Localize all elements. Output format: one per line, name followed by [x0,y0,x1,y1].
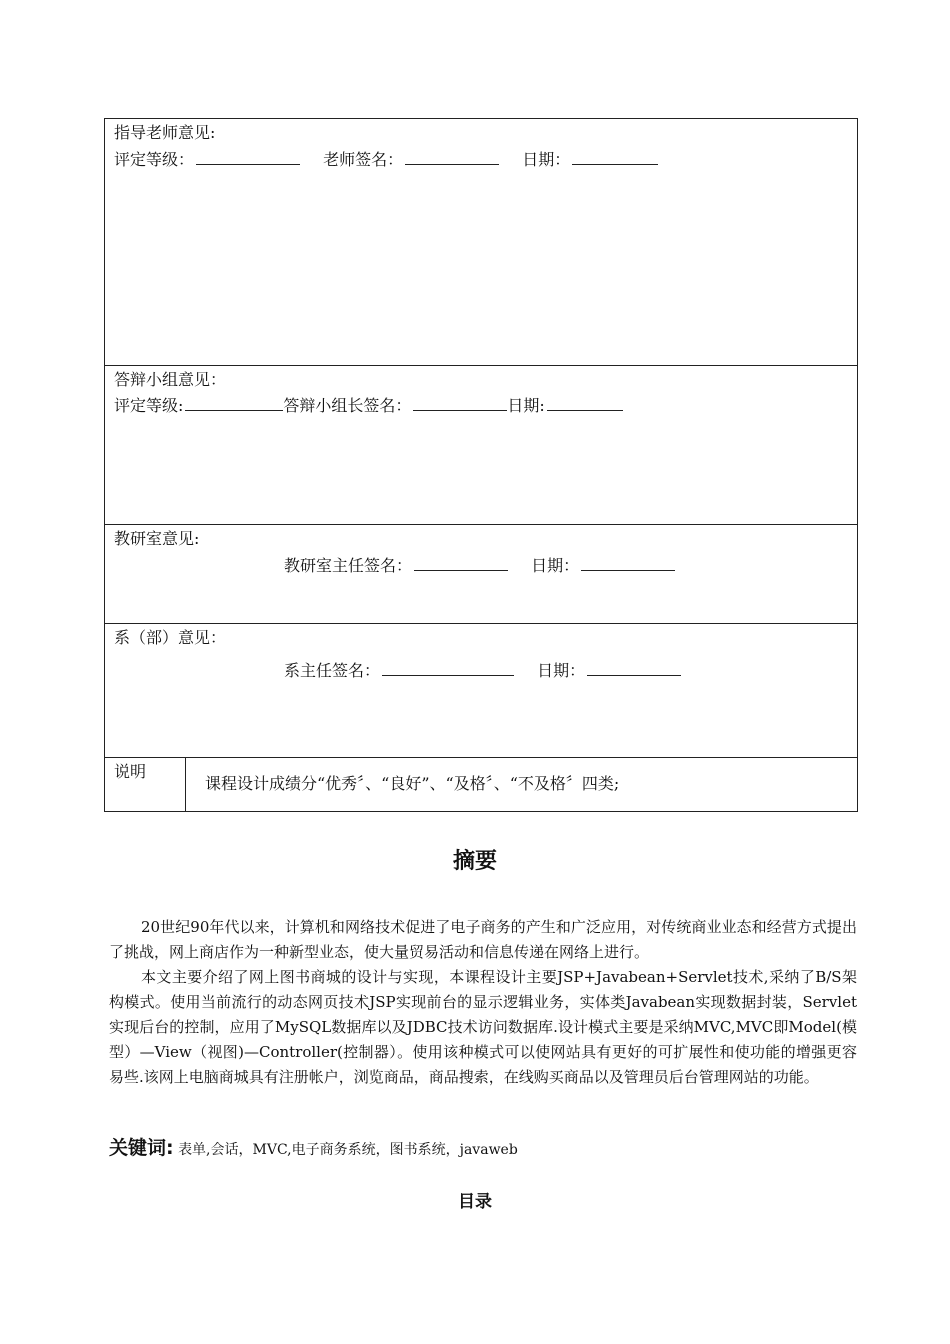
row-divider [105,757,857,758]
advisor-date-label: 日期： [522,150,571,169]
advisor-grade-row [114,148,658,170]
office-sign-row [284,554,675,576]
row-divider [105,623,857,624]
department-sign-row [284,659,681,681]
note-label: 说明 [114,762,147,781]
advisor-sign-field[interactable] [405,148,499,165]
defense-sign-field[interactable] [413,394,507,411]
department-sign-label: 系主任签名： [284,661,381,680]
row-divider [105,365,857,366]
advisor-date-field[interactable] [572,148,658,165]
office-sign-field[interactable] [414,554,508,571]
defense-date-field[interactable] [547,394,623,411]
note-text: 课程设计成绩分“优秀〞、“良好”、“及格〞、“不及格〞四类; [205,774,620,793]
advisor-grade-field[interactable] [196,148,300,165]
advisor-grade-label: 评定等级： [114,150,195,169]
advisor-sign-label: 老师签名： [323,150,404,169]
keywords-line [109,1136,518,1162]
keywords-label: 关键词: [109,1137,174,1159]
note-column-divider [185,757,186,812]
department-opinion-heading: 系（部）意见： [114,628,227,647]
abstract-paragraph-1: 20世纪90年代以来，计算机和网络技术促进了电子商务的产生和广泛应用，对传统商业业态和经营方式提出了挑战，网上商店作为一种新型业态，使大量贸易活动和信息传递在网络上进行。 [109,918,857,961]
office-sign-label: 教研室主任签名： [284,556,413,575]
abstract-paragraph-2: 本文主要介绍了网上图书商城的设计与实现，本课程设计主要JSP+Javabean+Servlet技术,采纳了B/S架构模式。使用当前流行的动态网页技术JSP实现前台的显示逻辑业务，实体类Javabean实现数据封装，Servlet实现后台的控制，应用了MySQL数据库以及JDBC技术访问数据库.设计模式主要是采纳MVC,MVC即Model(模型）—View（视图)—Controller(控制器）。使用该种模式可以使网站具有更好的可扩展性和使功能的增强更容易些.该网上电脑商城具有注册帐户，浏览商品，商品搜索，在线购买商品以及管理员后台管理网站的功能。 [109,968,857,1086]
defense-grade-label: 评定等级: [114,396,184,415]
advisor-opinion-heading: 指导老师意见: [114,123,216,142]
abstract-title: 摘要 [452,849,497,874]
keywords-text: 表单,会话，MVC,电子商务系统，图书系统，javaweb [178,1142,518,1158]
office-opinion-heading: 教研室意见: [114,529,200,548]
office-date-label: 日期： [531,556,580,575]
defense-opinion-heading: 答辩小组意见： [114,370,227,389]
office-date-field[interactable] [581,554,675,571]
toc-title: 目录 [458,1192,492,1212]
department-date-label: 日期： [537,661,586,680]
defense-grade-row [114,394,623,416]
department-sign-field[interactable] [382,659,514,676]
defense-sign-label: 答辩小组长签名： [283,396,412,415]
defense-date-label: 日期: [507,396,545,415]
row-divider [105,524,857,525]
defense-grade-field[interactable] [185,394,283,411]
department-date-field[interactable] [587,659,681,676]
evaluation-form-table [104,118,858,812]
